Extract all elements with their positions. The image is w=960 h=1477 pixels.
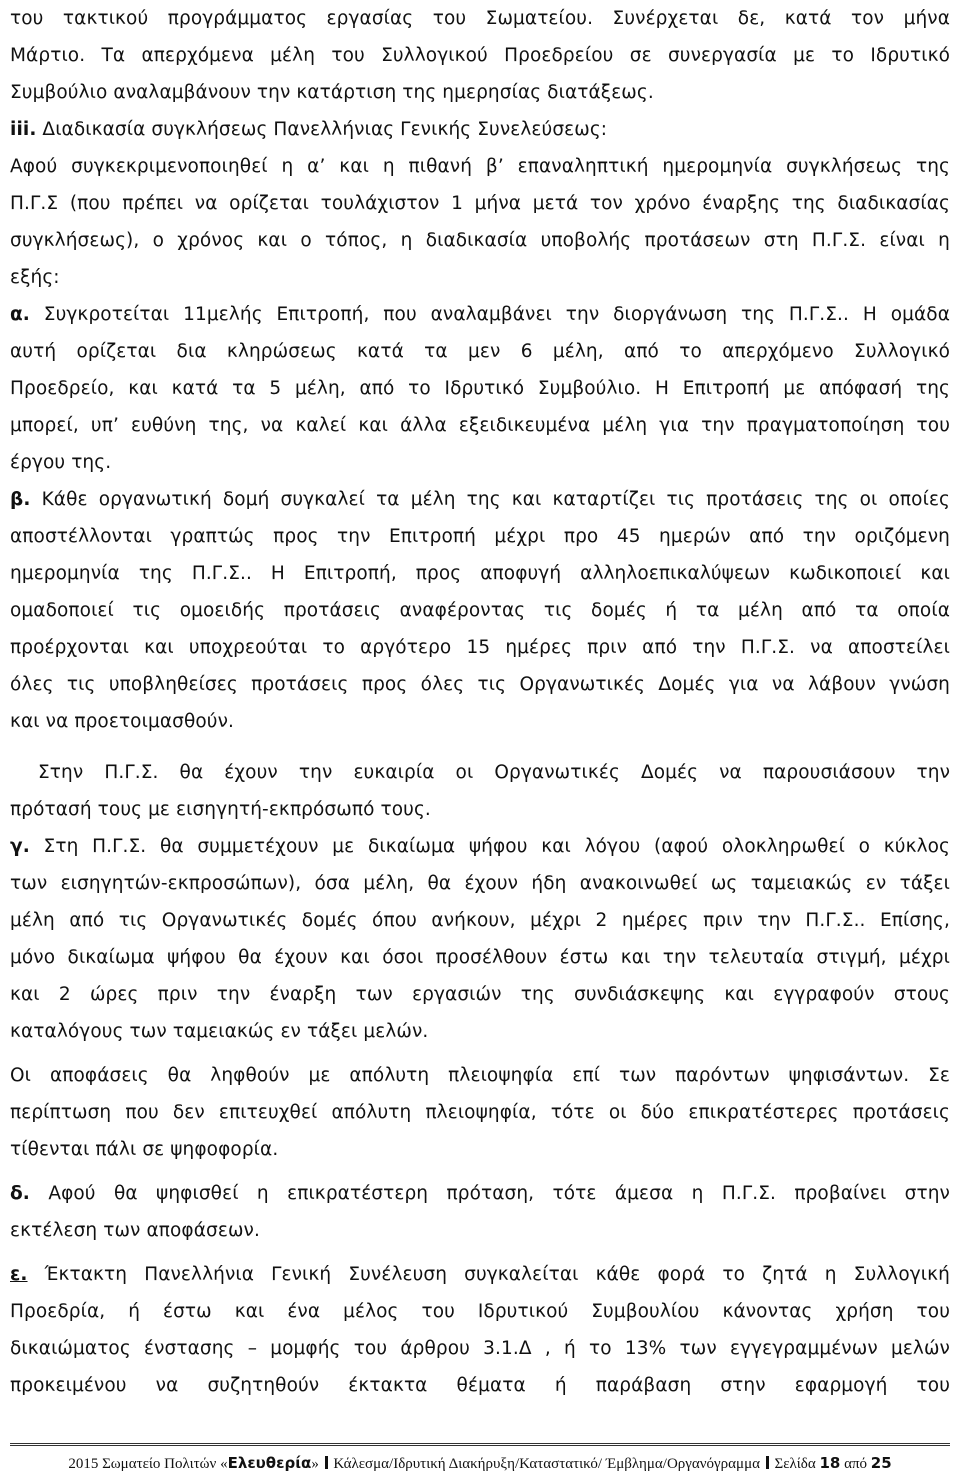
text-line: αποστέλλονται γραπτώς προς την Επιτροπή μέχρι προ 45 ημερών από την οριζόμενη [10,526,950,547]
item-delta: δ. Αφού θα ψηφισθεί η επικρατέστερη πρόταση, τότε άμεσα η Π.Γ.Σ. προβαίνει στην [10,1183,950,1204]
text-line: δικαιώματος ένστασης – μομφής του άρθρου 3.1.Δ , ή το 13% των εγγεγραμμένων μελών [10,1338,950,1359]
text-line: καταλόγους των ταμειακώς εν τάξει μελών. [10,1021,429,1042]
text-line: μόνο δικαίωμα ψήφου θα έχουν και όσοι προσέλθουν έστω και την τελευταία στιγμή, μέχρι [10,947,950,968]
text-line: πρότασή τους με εισηγητή-εκπρόσωπό τους. [10,799,431,820]
text-line: Στην Π.Γ.Σ. θα έχουν την ευκαιρία οι Οργανωτικές Δομές να παρουσιάσουν την [38,762,950,783]
footer-links: Κάλεσμα/Ιδρυτική Διακήρυξη/Καταστατικό/ Έμβλημα/Οργανόγραμμα [333,1456,764,1472]
text-line: μπορεί, υπ’ ευθύνη της, να καλεί και άλλα εξειδικευμένα μέλη για την πραγματοποίηση του [10,415,950,436]
text-line: μέλη από τις Οργανωτικές δομές όπου ανήκουν, μέχρι 2 ημέρες πριν την Π.Γ.Σ.. Επίσης, [10,910,950,931]
section-heading-iii: iii. Διαδικασία συγκλήσεως Πανελλήνιας Γενικής Συνελεύσεως: [10,119,608,140]
text-line: συγκλήσεως), ο χρόνος και ο τόπος, η διαδικασία υποβολής προτάσεων στη Π.Γ.Σ. είναι η [10,230,950,251]
item-beta: β. Κάθε οργανωτική δομή συγκαλεί τα μέλη της και καταρτίζει τις προτάσεις της οι οποίες [10,489,950,510]
item-gamma: γ. Στη Π.Γ.Σ. θα συμμετέχουν με δικαίωμα ψήφου και λόγου (αφού ολοκληρωθεί ο κύκλος [10,836,950,857]
text-line: εκτέλεση των αποφάσεων. [10,1220,260,1241]
text-line: των εισηγητών-εκπροσώπων), όσα μέλη, θα έχουν ήδη ανακοινωθεί ως ταμειακώς εν τάξει [10,873,950,894]
page-footer [10,1452,950,1474]
text-line: Προεδρία, ή έστω και ένα μέλος του Ιδρυτικού Συμβουλίου κάνοντας χρήση του [10,1301,950,1322]
text-line: Αφού συγκεκριμενοποιηθεί η α’ και η πιθανή β’ επαναληπτική ημερομηνία συγκλήσεως της [10,156,950,177]
text-line: Μάρτιο. Τα απερχόμενα μέλη του Συλλογικού Προεδρείου σε συνεργασία με το Ιδρυτικό [10,45,950,66]
text-line: Π.Γ.Σ (που πρέπει να ορίζεται τουλάχιστον 1 μήνα μετά τον χρόνο έναρξης της διαδικασίας [10,193,950,214]
text-line: αυτή ορίζεται δια κληρώσεως κατά τα μεν 6 μέλη, από το απερχόμενο Συλλογικό [10,341,950,362]
footer-page-total: 25 [870,1454,892,1472]
text-line: και να προετοιμασθούν. [10,711,235,732]
text-line: ημερομηνία της Π.Γ.Σ.. Η Επιτροπή, προς αποφυγή αλληλοεπικαλύψεων κωδικοποιεί και [10,563,950,584]
footer-divider [10,1443,950,1446]
footer-separator [766,1456,769,1469]
footer-page-number: 18 [819,1454,841,1472]
text-line: Προεδρείο, και κατά τα 5 μέλη, από το Ιδρυτικό Συμβούλιο. Η Επιτροπή με απόφασή της [10,378,950,399]
text-line: προκειμένου να συζητηθούν έκτακτα θέματα ή παράβαση στην εφαρμογή του [10,1375,950,1396]
text-line: ομαδοποιεί τις ομοειδής προτάσεις αναφέροντας τις δομές ή τα μέλη από τα οποία [10,600,950,621]
text-line: Συμβούλιο αναλαμβάνουν την κατάρτιση της ημερησίας διατάξεως. [10,82,654,103]
text-line: του τακτικού προγράμματος εργασίας του Σωματείου. Συνέρχεται δε, κατά τον μήνα [10,8,950,29]
footer-separator [325,1456,328,1469]
footer-suffix: » [311,1456,323,1472]
text-line: τίθενται πάλι σε ψηφοφορία. [10,1139,279,1160]
footer-prefix: 2015 Σωματείο Πολιτών « [68,1456,228,1472]
footer-org-name: Ελευθερία [227,1454,312,1472]
text-line: και 2 ώρες πριν την έναρξη των εργασιών της συνδιάσκεψης και εγγραφούν στους [10,984,950,1005]
item-epsilon: ε. Έκτακτη Πανελλήνια Γενική Συνέλευση συγκαλείται κάθε φορά το ζητά η Συλλογική [10,1264,950,1285]
text-line: όλες τις υποβληθείσες προτάσεις προς όλες τις Οργανωτικές Δομές για να λάβουν γνώση [10,674,950,695]
text-line: περίπτωση που δεν επιτευχθεί απόλυτη πλειοψηφία, τότε οι δύο επικρατέστερες προτάσεις [10,1102,950,1123]
footer-of-word: από [840,1456,871,1472]
text-line: προέρχονται και υποχρεούται το αργότερο 15 ημέρες πριν από την Π.Γ.Σ. να αποστείλει [10,637,950,658]
item-alpha: α. Συγκροτείται 11μελής Επιτροπή, που αναλαμβάνει την διοργάνωση της Π.Γ.Σ.. Η ομάδα [10,304,950,325]
footer-page-word: Σελίδα [774,1456,820,1472]
text-line: εξής: [10,267,60,288]
text-line: έργου της. [10,452,112,473]
text-line: Οι αποφάσεις θα ληφθούν με απόλυτη πλειοψηφία επί των παρόντων ψηφισάντων. Σε [10,1065,950,1086]
